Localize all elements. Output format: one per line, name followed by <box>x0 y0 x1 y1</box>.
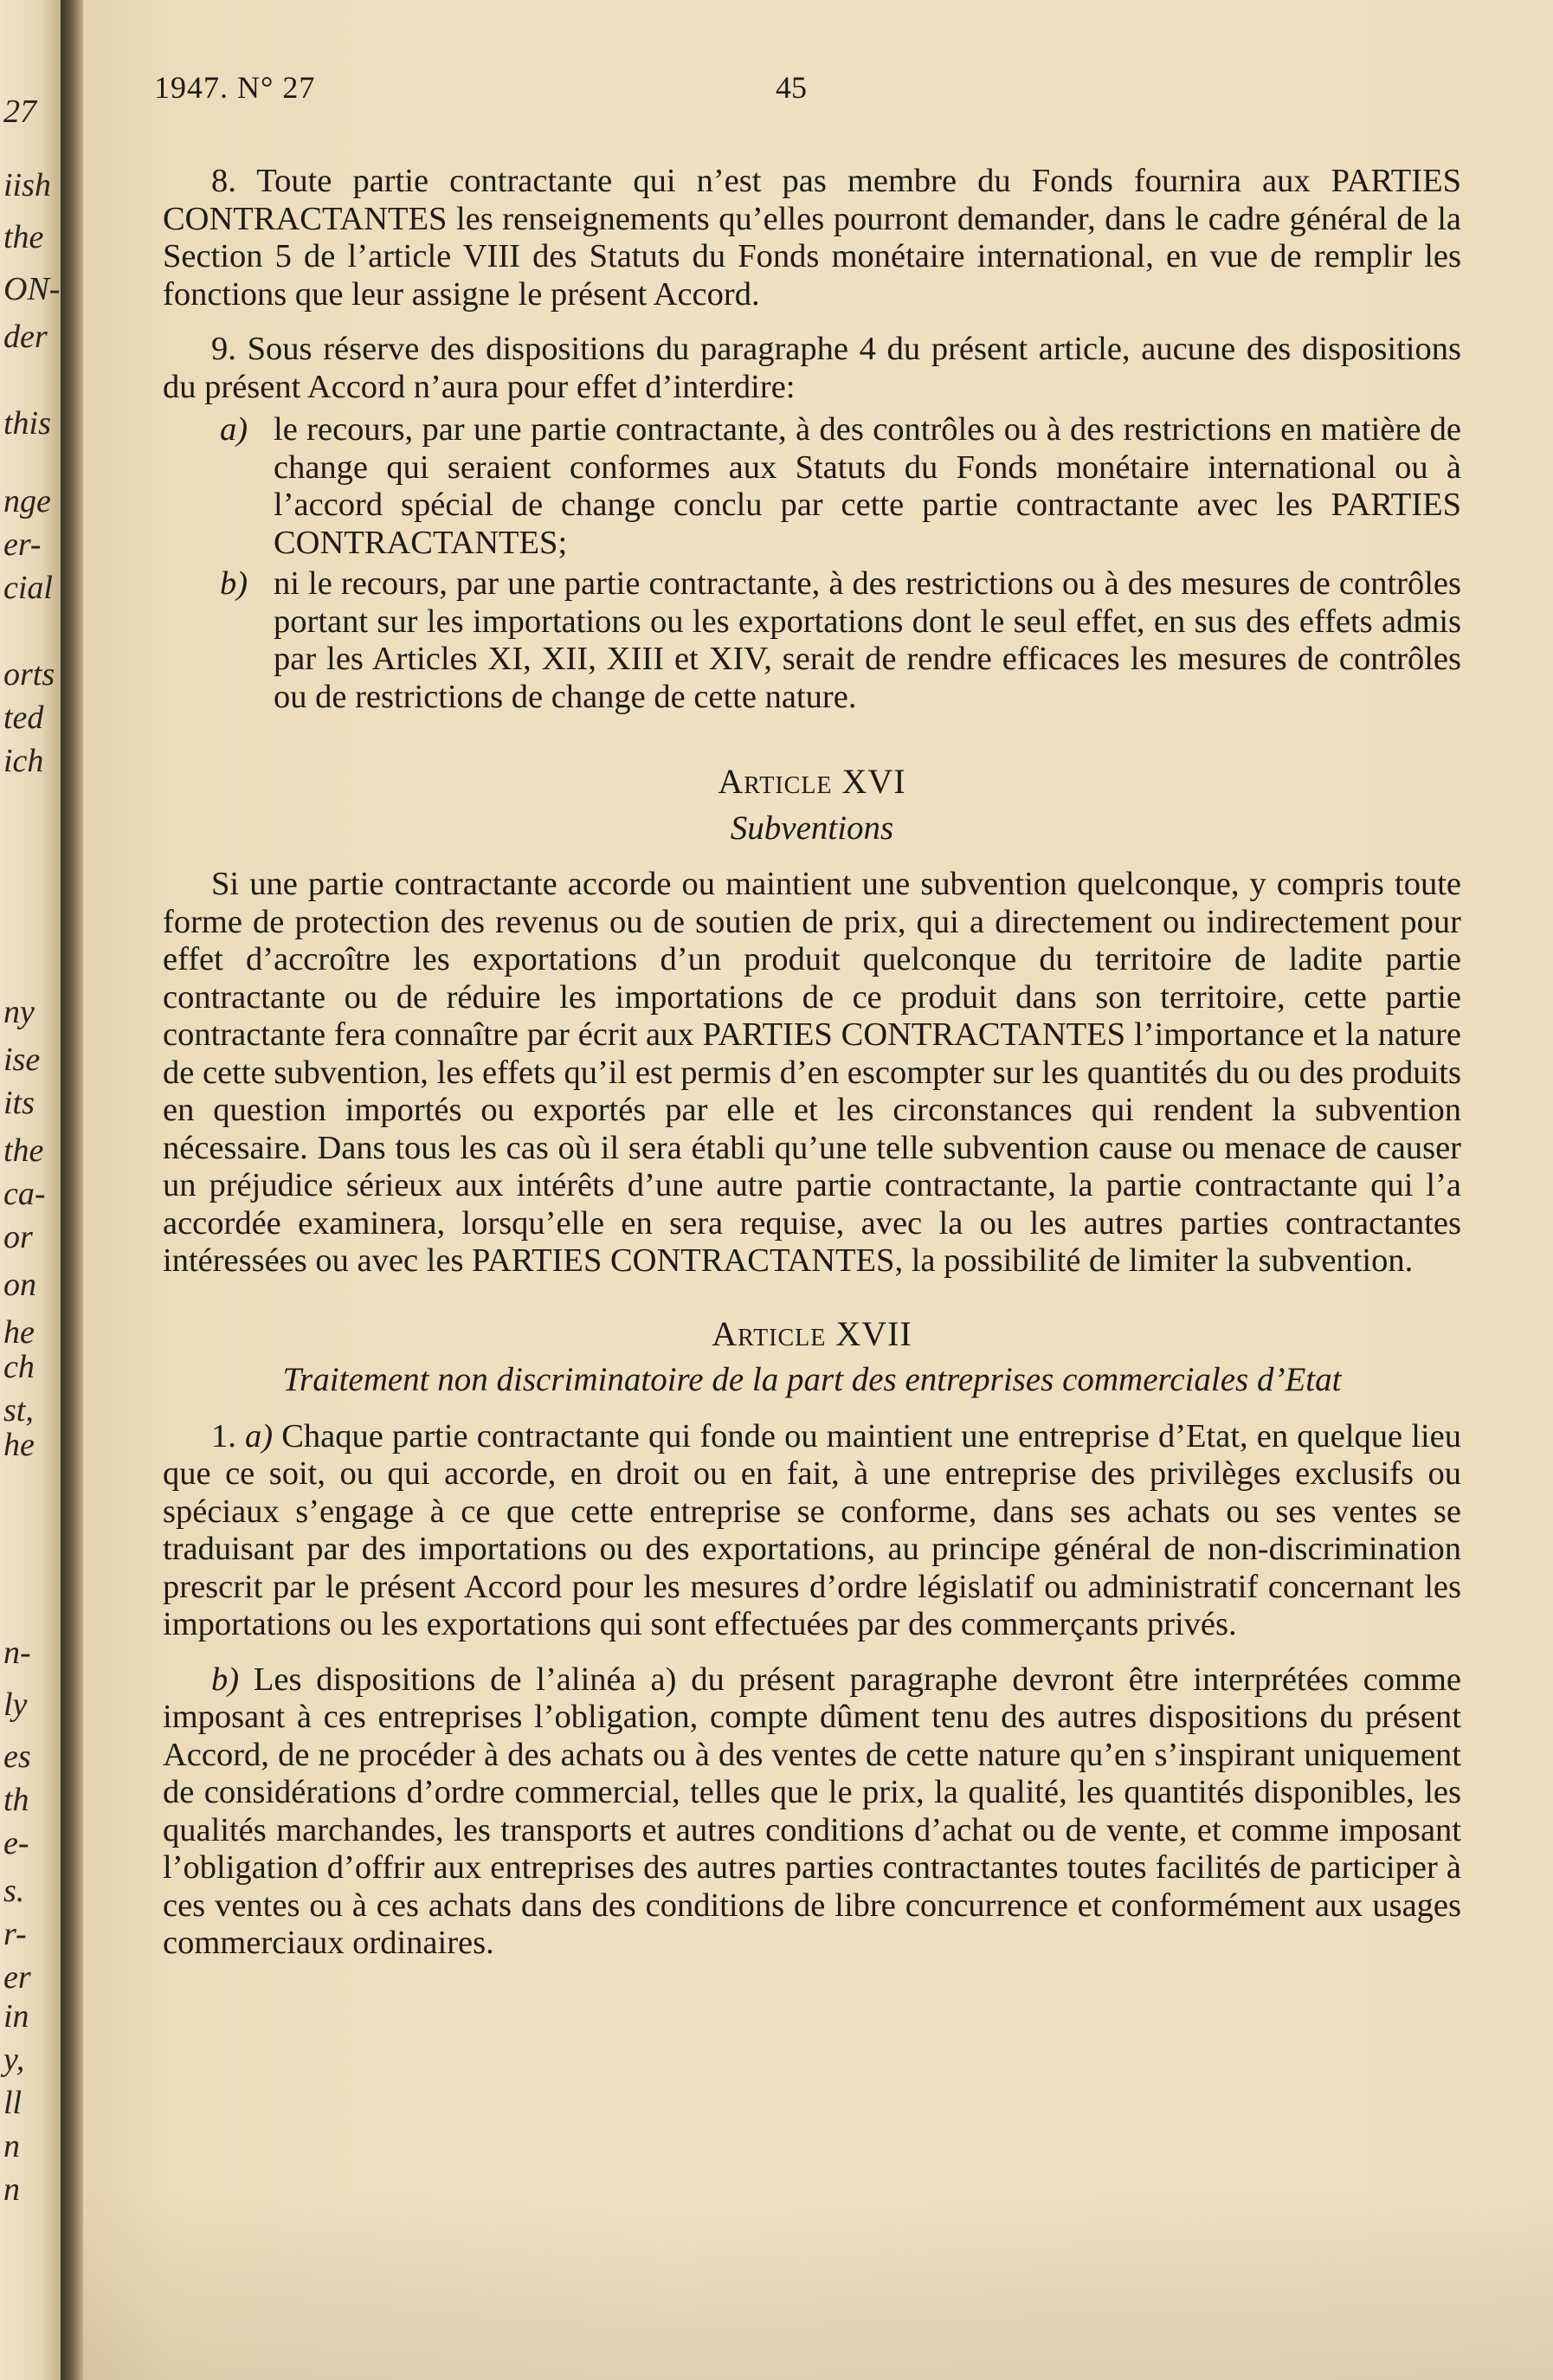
margin-fragment: ny <box>3 994 35 1030</box>
margin-fragment: in <box>3 1998 29 2035</box>
paragraph-9-item-b <box>220 565 1461 716</box>
document-reference: 1947. N° 27 <box>154 70 316 105</box>
paragraph-8: 8. Toute partie contractante qui n’est pas membre du Fonds fournira aux PARTIES CONTRACTANTES les renseignements qu’elles pourront demander, dans le cadre général de la Section 5 de l’article VIII des Statuts du Fonds monétaire international, en vue de remplir les fonctions que leur assigne le présent Accord. <box>163 163 1461 313</box>
margin-fragment: der <box>3 319 48 355</box>
margin-fragment: cial <box>3 570 53 606</box>
paragraph-number: 1. <box>211 1417 236 1454</box>
margin-fragment: its <box>3 1085 35 1121</box>
running-head <box>154 69 1461 119</box>
margin-fragment: nge <box>3 483 51 519</box>
item-label: a) <box>245 1417 274 1454</box>
margin-fragment: orts <box>3 656 55 693</box>
item-text: le recours, par une partie contractante, à des contrôles ou à des restrictions en matière de change qui seraient conformes aux Statuts du Fonds monétaire international ou à l’accord spécial de change conclu par cette partie contractante avec les PARTIES CONTRACTANTES; <box>274 411 1461 561</box>
paragraph-9-item-a <box>220 411 1461 562</box>
margin-fragment: n <box>3 2171 20 2208</box>
margin-fragment: er- <box>3 526 42 563</box>
margin-fragment: er <box>3 1959 31 1996</box>
margin-fragment: ON- <box>3 271 61 307</box>
margin-fragment: he <box>3 1314 35 1351</box>
item-label: b) <box>211 1661 240 1698</box>
margin-fragment: 27 <box>3 94 36 130</box>
item-label: b) <box>220 565 248 602</box>
margin-fragment: n <box>3 2128 20 2164</box>
article-16-heading: Article XVI <box>718 762 906 801</box>
margin-fragment: he <box>3 1427 35 1463</box>
item-text: ni le recours, par une partie contractante, à des restrictions ou à des mesures de contrôles portant sur les importations ou les exportations dont le seul effet, en sus des effets admis par les Articles XI, XII, XIII et XIV, serait de rendre efficaces les mesures de contrôles ou de restrictions de change de cette nature. <box>274 565 1461 715</box>
margin-fragment: n- <box>3 1635 31 1671</box>
item-label: a) <box>220 411 248 448</box>
margin-fragment: y, <box>3 2041 25 2078</box>
margin-fragment: on <box>3 1267 36 1303</box>
margin-fragment: ted <box>3 700 44 736</box>
margin-fragment: e- <box>3 1825 29 1861</box>
margin-fragment: es <box>3 1738 31 1775</box>
margin-fragment: ca- <box>3 1176 46 1212</box>
paragraph-text: Chaque partie contractante qui fonde ou maintient une entreprise d’Etat, en quelque lieu que ce soit, ou qui accorde, en droit ou en fait, à une entreprise des privilèges exclusifs ou spéciaux s’engage à ce que cette entreprise se conforme, dans ses achats ou ses ventes se traduisant par des importations ou des exportations, au principe général de non-discrimination prescrit par le présent Accord pour les mesures d’ordre législatif ou administratif concernant les importations ou les exportations qui sont effectuées par des commerçants privés. <box>163 1417 1461 1642</box>
margin-fragment: st, <box>3 1392 34 1429</box>
margin-fragment: this <box>3 405 51 442</box>
article-16-text: Si une partie contractante accorde ou maintient une subvention quelconque, y compris toute forme de protection des revenus ou de soutien de prix, qui a directement ou indirectement pour effet d’accroître les exportations d’un produit quelconque du territoire de ladite partie contractante ou de réduire les importations de ce produit dans son territoire, cette partie contractante fera connaître par écrit aux PARTIES CONTRACTANTES l’importance et la nature de cette subvention, les effets qu’il est permis d’en escompter sur les quantités du ou des produits en question importés ou exportés par elle et les circonstances qui rendent la subvention nécessaire. Dans tous les cas où il sera établi qu’une telle subvention cause ou menace de causer un préjudice sérieux aux intérêts d’une autre partie contractante, la partie contractante qui l’a accordée examinera, lorsqu’elle en sera requise, avec la ou les autres parties contractantes intéressées ou avec les PARTIES CONTRACTANTES, la possibilité de limiter la subvention. <box>163 866 1461 1279</box>
margin-fragment: s. <box>3 1873 25 1909</box>
paragraph-text: Les dispositions de l’alinéa a) du présent paragraphe devront être interprétées comme imposant à ces entreprises l’obligation, compte dûment tenu des autres dispositions du présent Accord, de ne procéder à des achats ou à des ventes de cette nature qu’en s’inspirant uniquement de considérations d’ordre commercial, telles que le prix, la qualité, les quantités disponibles, les qualités marchandes, les transports et autres conditions d’achat ou de vente, et comme imposant l’obligation d’offrir aux entreprises des autres parties contractantes toutes facilités de participer à ces ventes ou à ces achats dans des conditions de libre concurrence et conformément aux usages commerciaux ordinaires. <box>163 1661 1462 1961</box>
margin-fragment: ly <box>3 1687 28 1723</box>
article-17-paragraph-1a <box>163 1418 1461 1644</box>
page-bottom-shading <box>83 2190 1553 2380</box>
page-content <box>154 69 1462 1980</box>
margin-fragment: the <box>3 1132 44 1169</box>
margin-fragment: ch <box>3 1349 35 1385</box>
margin-fragment: ich <box>3 743 44 779</box>
margin-fragment: the <box>3 219 44 255</box>
margin-fragment: ll <box>3 2085 23 2121</box>
margin-fragment: th <box>3 1782 29 1818</box>
article-17-heading: Article XVII <box>712 1313 912 1353</box>
margin-fragment: iish <box>3 167 51 203</box>
paragraph-9: 9. Sous réserve des dispositions du paragraphe 4 du présent article, aucune des dispositions du présent Accord n’aura pour effet d’interdire: <box>163 331 1461 405</box>
page-number: 45 <box>776 70 807 105</box>
margin-fragment: ise <box>3 1042 41 1078</box>
article-17-subtitle: Traitement non discriminatoire de la part des entreprises commerciales d’Etat <box>282 1361 1342 1398</box>
margin-fragment: r- <box>3 1916 27 1952</box>
article-16-subtitle: Subventions <box>730 809 894 847</box>
margin-fragment: or <box>3 1219 33 1255</box>
article-17-paragraph-1b <box>163 1661 1461 1963</box>
